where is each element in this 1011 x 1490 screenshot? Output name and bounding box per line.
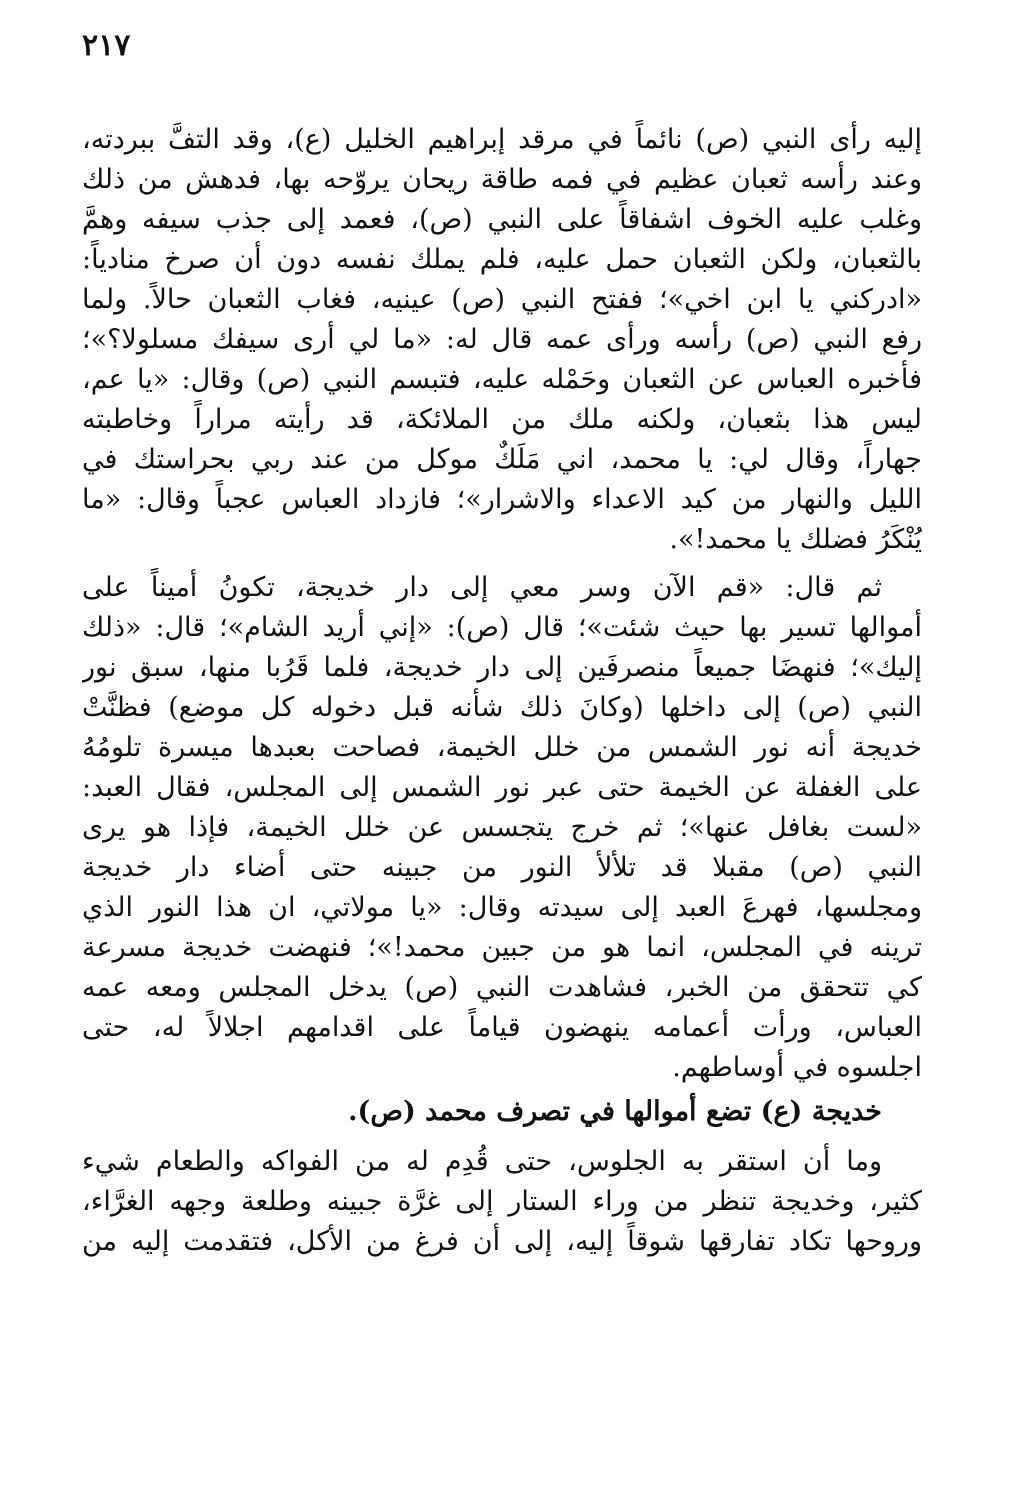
text-line: ترينه في المجلس، انما هو من جبين محمد!»؛ فنهضت خديجة مسرعة <box>82 932 922 963</box>
text-line: كثير، وخديجة تنظر من وراء الستار إلى غرَّة جبينه وطلعة وجهه الغرَّاء، <box>82 1186 922 1217</box>
text-line: كي تتحقق من الخبر، فشاهدت النبي (ص) يدخل المجلس ومعه عمه <box>82 972 922 1003</box>
section-heading: خديجة (ع) تضع أموالها في تصرف محمد (ص). <box>348 1096 882 1127</box>
text-line: ثم قال: «قم الآن وسر معي إلى دار خديجة، تكونُ أميناً على <box>82 572 882 603</box>
text-line: خديجة أنه نور الشمس من خلل الخيمة، فصاحت بعبدها ميسرة تلومُهُ <box>82 732 922 763</box>
text-line: ليس هذا بثعبان، ولكنه ملك من الملائكة، قد رأيته مراراً وخاطبته <box>82 404 922 435</box>
paragraph-2 <box>82 568 922 1088</box>
paragraph-1 <box>82 120 922 560</box>
text-line: الليل والنهار من كيد الاعداء والاشرار»؛ فازداد العباس عجباً وقال: «ما <box>82 484 922 515</box>
text-line: بالثعبان، ولكن الثعبان حمل عليه، فلم يملك نفسه دون أن صرخ منادياً: <box>82 244 922 275</box>
text-line: النبي (ص) مقبلا قد تلألأ النور من جبينه حتى أضاء دار خديجة <box>82 852 922 883</box>
text-line: ومجلسها، فهرعَ العبد إلى سيدته وقال: «يا مولاتي، ان هذا النور الذي <box>82 892 922 923</box>
paragraph-gap <box>82 560 922 568</box>
text-line: جهاراً، وقال لي: يا محمد، اني مَلَكٌ موكل من عند ربي بحراستك في <box>82 444 922 475</box>
text-line: على الغفلة عن الخيمة حتى عبر نور الشمس إلى المجلس، فقال العبد: <box>82 772 922 803</box>
paragraph-3 <box>82 1142 922 1262</box>
body-text <box>82 120 922 1262</box>
text-line: يُنْكَرُ فضلك يا محمد!». <box>669 524 922 555</box>
text-line: العباس، ورأت أعمامه ينهضون قياماً على اقدامهم اجلالاً له، حتى <box>82 1012 922 1043</box>
text-line: اجلسوه في أوساطهم. <box>672 1052 922 1083</box>
text-line: النبي (ص) إلى داخلها (وكانَ ذلك شأنه قبل دخوله كل موضع) فظنَّتْ <box>82 692 922 723</box>
text-line: «ادركني يا ابن اخي»؛ ففتح النبي (ص) عينيه، فغاب الثعبان حالاً. ولما <box>82 284 922 315</box>
text-line: إليه رأى النبي (ص) نائماً في مرقد إبراهيم الخليل (ع)، وقد التفَّ ببردته، <box>82 124 922 155</box>
text-line: رفع النبي (ص) رأسه ورأى عمه قال له: «ما لي أرى سيفك مسلولا؟»؛ <box>82 324 922 355</box>
book-page <box>82 28 922 1468</box>
text-line: وعند رأسه ثعبان عظيم في فمه طاقة ريحان يروّحه بها، فدهش من ذلك <box>82 164 922 195</box>
text-line: وغلب عليه الخوف اشفاقاً على النبي (ص)، فعمد إلى جذب سيفه وهمَّ <box>82 204 922 235</box>
text-line: فأخبره العباس عن الثعبان وحَمْله عليه، فتبسم النبي (ص) وقال: «يا عم، <box>82 364 922 395</box>
text-line: إليك»؛ فنهضَا جميعاً منصرفَين إلى دار خديجة، فلما قَرُبا منها، سبق نور <box>82 652 922 683</box>
text-line: وما أن استقر به الجلوس، حتى قُدِم له من الفواكه والطعام شيء <box>82 1146 882 1177</box>
text-line: «لست بغافل عنها»؛ ثم خرج يتجسس عن خلل الخيمة، فإذا هو يرى <box>82 812 922 843</box>
text-line: أموالها تسير بها حيث شئت»؛ قال (ص): «إني أريد الشام»؛ قال: «ذلك <box>82 612 922 643</box>
text-line: وروحها تكاد تفارقها شوقاً إليه، إلى أن فرغ من الأكل، فتقدمت إليه من <box>82 1226 922 1257</box>
page-number: ٢١٧ <box>82 28 131 63</box>
